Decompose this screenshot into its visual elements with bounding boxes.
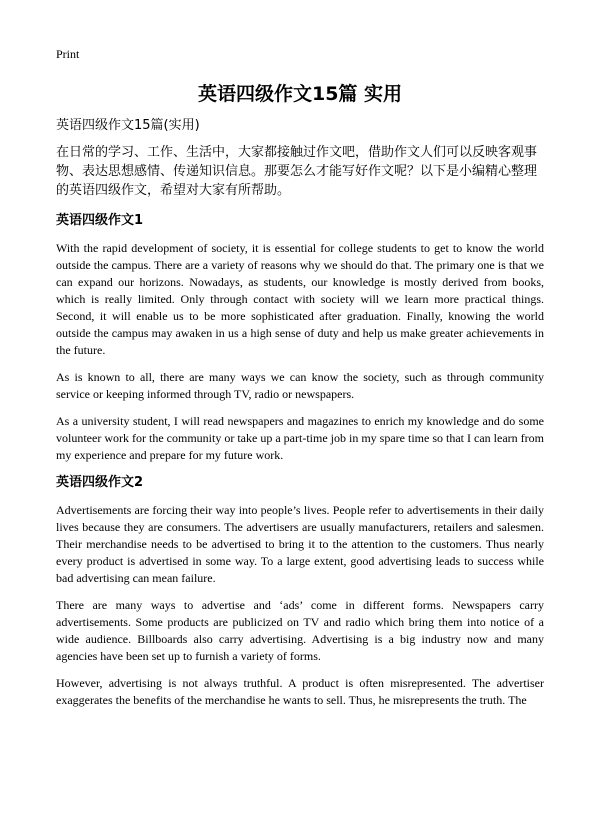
document-title: 英语四级作文15篇 实用: [197, 83, 403, 105]
section-heading: 英语四级作文2: [56, 475, 144, 490]
essay-section-2: [56, 474, 544, 709]
paragraph: Advertisements are forcing their way into people’s lives. People refer to advertisements in their daily lives because they are consumers. The advertisers are usually manufacturers, retailers and salesmen. Their merchandise needs to be advertised to bring it to the attention to the customers. Thus nearly every product is advertised in some way. To a large extent, good advertising leads to success while bad advertising can mean failure.: [56, 503, 544, 585]
paragraph: However, advertising is not always truthful. A product is often misrepresented. The advertiser exaggerates the benefits of the merchandise he wants to sell. Thus, he misrepresents the truth. The: [56, 676, 544, 707]
paragraph: With the rapid development of society, it is essential for college students to get to know the world outside the campus. There are a variety of reasons why we should do that. The primary one is that we can expand our horizons. Nowadays, as students, our knowledge is mostly derived from books, which is really limited. Only through contact with society will we learn more practical things. Second, it will enable us to be more sophisticated after graduation. Finally, knowing the world outside the campus may awaken in us a high sense of duty and help us make greater achievements in the future.: [56, 241, 544, 357]
paragraph: As a university student, I will read newspapers and magazines to enrich my knowledge and do some volunteer work for the community or take up a part-time job in my spare time so that I can learn from my experience and prepare for my future work.: [56, 414, 544, 462]
section-heading: 英语四级作文1: [56, 213, 144, 228]
print-label: Print: [56, 47, 80, 61]
intro-paragraph: 在日常的学习、工作、生活中，大家都接触过作文吧，借助作文人们可以反映客观事物、表达思想感情、传递知识信息。那要怎么才能写好作文呢？以下是小编精心整理的英语四级作文，希望对大家有所帮助。: [56, 145, 538, 198]
document-subtitle: 英语四级作文15篇(实用): [56, 118, 200, 133]
essay-section-1: [56, 212, 544, 464]
paragraph: As is known to all, there are many ways we can know the society, such as through community service or keeping informed through TV, radio or newspapers.: [56, 370, 544, 401]
paragraph: There are many ways to advertise and ‘ads’ come in different forms. Newspapers carry advertisements. Some products are publicized on TV and radio which bring them into notice of a wide audience. Billboards also carry advertising. Advertising is a big industry now and many agencies have been set up to furnish a variety of forms.: [56, 598, 544, 663]
